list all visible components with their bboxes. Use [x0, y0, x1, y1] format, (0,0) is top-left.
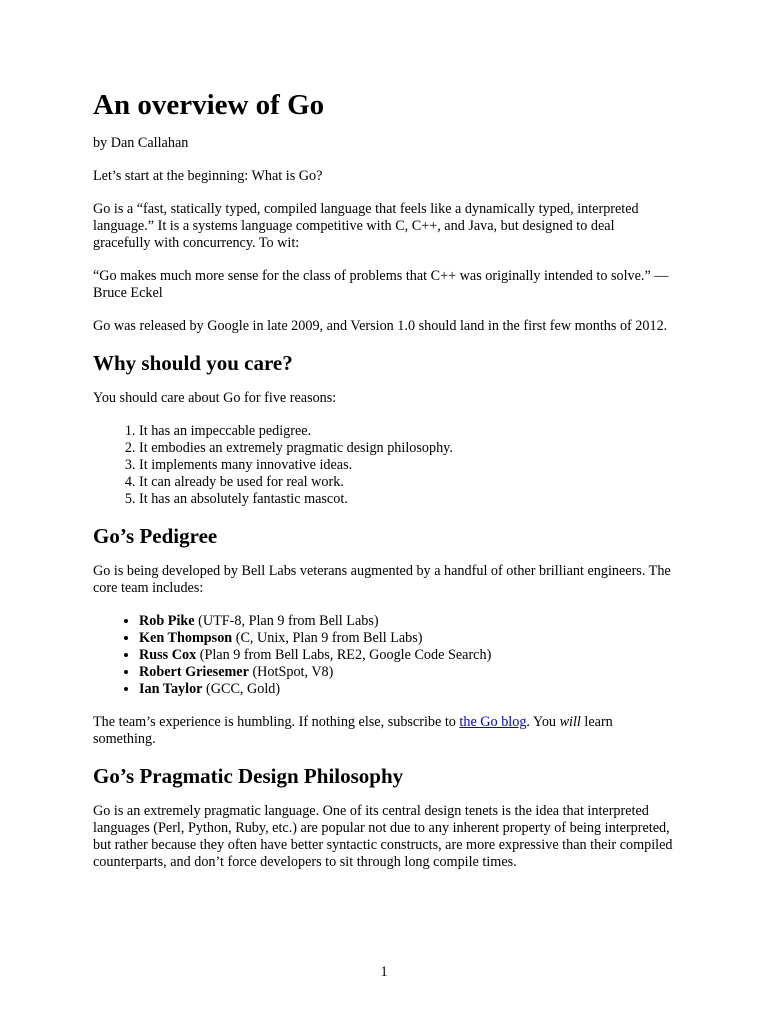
list-item [139, 664, 675, 681]
go-blog-link[interactable]: the Go blog [459, 714, 527, 730]
pedigree-closing: The team’s experience is humbling. If nothing else, subscribe to the Go blog. You will learn something. [93, 714, 613, 747]
team-member-detail: (C, Unix, Plan 9 from Bell Labs) [232, 630, 423, 646]
list-item: 5. It has an absolutely fantastic mascot. [139, 491, 675, 508]
document-page [93, 88, 675, 887]
team-member-name: Russ Cox [139, 647, 197, 663]
team-member-detail: (UTF-8, Plan 9 from Bell Labs) [194, 613, 379, 629]
list-item [139, 630, 675, 647]
team-member-detail: (Plan 9 from Bell Labs, RE2, Google Code Search) [196, 647, 492, 663]
team-member-detail: (GCC, Gold) [202, 681, 281, 697]
why-lead: You should care about Go for five reasons: [93, 390, 337, 406]
list-item [139, 647, 675, 664]
emphasis: will [559, 714, 581, 730]
intro-paragraph-2: Go is a “fast, statically typed, compiled language that feels like a dynamically typed, interpreted language.” It is a systems language competitive with C, C++, and Java, but designed to deal gracefully with concurrency. To wit: [93, 201, 639, 251]
list-item [139, 681, 675, 698]
list-item [139, 613, 675, 630]
design-paragraph-1: Go is an extremely pragmatic language. One of its central design tenets is the idea that interpreted languages (Perl, Python, Ruby, etc.) are popular not due to any inherent property of being interpreted, but rather because they often have better syntactic constructs, are more expressive than their compiled counterparts, and don’t force developers to sit through long compile times. [93, 803, 673, 870]
list-item: 1. It has an impeccable pedigree. [139, 423, 675, 440]
byline: by Dan Callahan [93, 135, 189, 151]
list-item: 3. It implements many innovative ideas. [139, 457, 675, 474]
team-member-detail: (HotSpot, V8) [248, 664, 334, 680]
pedigree-heading: Go’s Pedigree [93, 524, 218, 548]
team-member-name: Ken Thompson [139, 630, 233, 646]
pedigree-lead: Go is being developed by Bell Labs veterans augmented by a handful of other brilliant engineers. The core team includes: [93, 563, 671, 596]
list-item: 4. It can already be used for real work. [139, 474, 675, 491]
team-member-name: Rob Pike [139, 613, 195, 629]
intro-paragraph-3: Go was released by Google in late 2009, and Version 1.0 should land in the first few months of 2012. [93, 318, 668, 334]
team-member-name: Robert Griesemer [139, 664, 249, 680]
team-list [93, 613, 675, 698]
team-member-name: Ian Taylor [139, 681, 203, 697]
eckel-quote: “Go makes much more sense for the class of problems that C++ was originally intended to solve.” —Bruce Eckel [93, 268, 669, 301]
document-title: An overview of Go [93, 89, 325, 121]
design-heading: Go’s Pragmatic Design Philosophy [93, 764, 404, 788]
reasons-list [93, 423, 675, 508]
page-number: 1 [380, 964, 388, 980]
why-heading: Why should you care? [93, 351, 293, 375]
intro-paragraph-1: Let’s start at the beginning: What is Go? [93, 168, 323, 184]
list-item: 2. It embodies an extremely pragmatic design philosophy. [139, 440, 675, 457]
